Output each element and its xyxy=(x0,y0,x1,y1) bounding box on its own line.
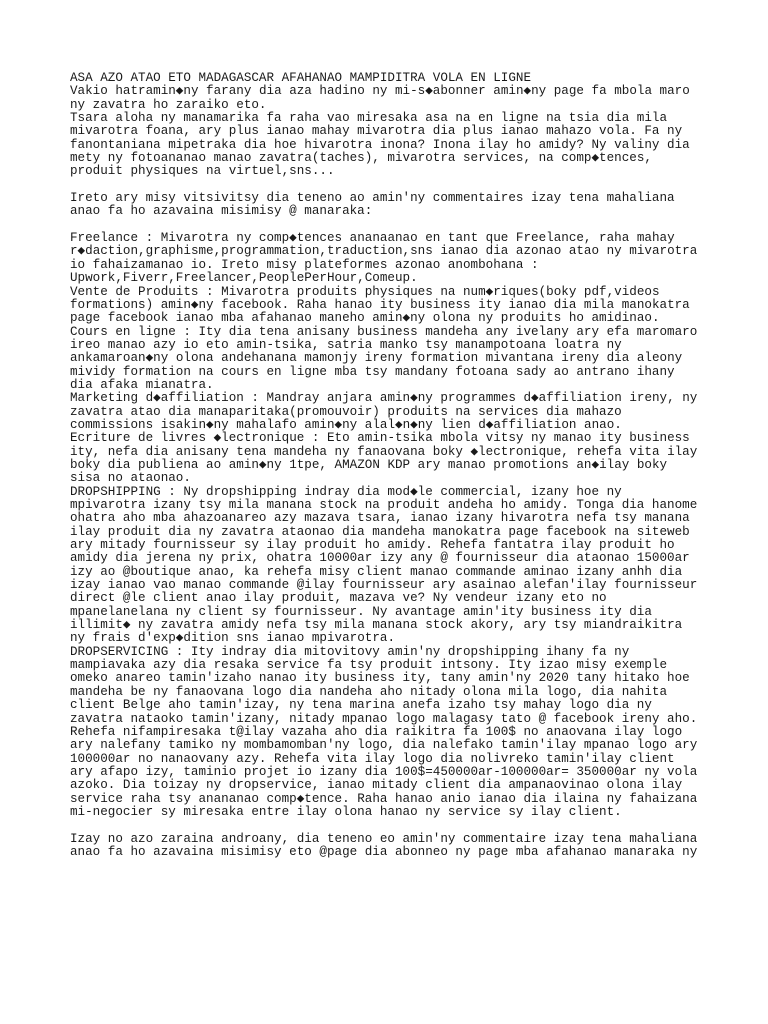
text-line: izy ao @boutique anao, ka rehefa misy client manao commande aminao izany anhh dia xyxy=(70,564,683,579)
document-title: ASA AZO ATAO ETO MADAGASCAR AFAHANAO MAMPIDITRA VOLA EN LIGNE xyxy=(70,71,532,85)
text-line: DROPSHIPPING : Ny dropshipping indray dia mod◆le commercial, izany hoe ny xyxy=(70,484,622,499)
text-line: DROPSERVICING : Ity indray dia mitovitovy amin'ny dropshipping ihany fa ny xyxy=(70,644,630,659)
text-line: io fahaizamanao io. Ireto misy plateformes azonao anombohana : xyxy=(70,257,539,272)
text-line: Vente de Produits : Mivarotra produits physiques na num◆riques(boky pdf,videos xyxy=(70,284,660,299)
text-line: ireo manao azy io eto amin-tsika, satria manko tsy manampotoana loatra ny xyxy=(70,337,622,352)
text-line: Cours en ligne : Ity dia tena anisany business mandeha any ivelany ary efa maromaro xyxy=(70,324,698,339)
text-line: zavatra nataoko tamin'izany, nitady mpanao logo malagasy tato @ facebook ireny aho. xyxy=(70,711,698,726)
text-line: Marketing d◆affiliation : Mandray anjara amin◆ny programmes d◆affiliation ireny, ny xyxy=(70,391,698,406)
text-line: ilay produit dia ny zavatra ataonao dia mandeha manokatra page facebook na siteweb xyxy=(70,524,690,539)
text-line: formations) amin◆ny facebook. Raha hanao ity business ity ianao dia mila manokatra xyxy=(70,297,690,312)
text-line: ary nalefany tamiko ny mombamomban'ny logo, dia nalefako tamin'ilay mpanao logo ary xyxy=(70,738,698,753)
text-line: Ecriture de livres ◆lectronique : Eto amin-tsika mbola vitsy ny manao ity business xyxy=(70,431,690,446)
text-line: Izay no azo zaraina androany, dia teneno eo amin'ny commentaire izay tena mahaliana xyxy=(70,831,698,846)
text-line: page facebook ianao mba afahanao maneho amin◆ny olona ny produits ho amidinao. xyxy=(70,311,660,326)
text-line: amidy dia jerena ny prix, ohatra 10000ar izy any @ fournisseur dia ataonao 15000ar xyxy=(70,551,690,566)
text-line: ity, nefa dia anisany tena mandeha ny fanaovana boky ◆lectronique, rehefa vita ilay xyxy=(70,444,698,459)
text-line: ary afapo izy, taminio projet io izany dia 100$=450000ar-100000ar= 350000ar ny vola xyxy=(70,764,698,779)
text-line xyxy=(70,819,760,832)
text-line: mi-negocier sy miresaka entre ilay olona hanao ny service sy ilay client. xyxy=(70,804,622,819)
text-line: commissions isakin◆ny mahalafo amin◆ny alal◆n◆ny lien d◆affiliation anao. xyxy=(70,417,622,432)
text-line: mety ny fotoananao manao zavatra(taches), mivarotra services, na comp◆tences, xyxy=(70,151,652,166)
text-line: anao fa ho azavaina misimisy @ manaraka: xyxy=(70,204,373,219)
text-line: ohatra aho mba ahazoanareo azy mazava tsara, ianao izany hivarotra nefa tsy manana xyxy=(70,511,690,526)
text-line: ary mitady fournisseur sy ilay produit ho amidy. Rehefa fantatra ilay produit ho xyxy=(70,538,675,553)
text-line xyxy=(70,179,760,192)
text-line: client Belge aho tamin'izay, ny tena marina anefa izaho tsy mahay logo dia ny xyxy=(70,698,652,713)
text-line: omeko anareo tamin'izaho nanao ity business ity, tany amin'ny 2020 tany hitako hoe xyxy=(70,671,690,686)
text-line: mpivarotra izany tsy mila manana stock na produit andeha ho amidy. Tonga dia hanome xyxy=(70,498,698,512)
text-line: Vakio hatramin◆ny farany dia aza hadino ny mi-s◆abonner amin◆ny page fa mbola maro xyxy=(70,84,690,99)
text-line: izay ianao vao manao commande @ilay fournisseur ary asainao alefan'ilay fournisseur xyxy=(70,578,698,593)
text-line: service raha tsy anananao comp◆tence. Raha hanao anio ianao dia ilaina ny fahaizana xyxy=(70,791,698,806)
text-line: sisa no ataonao. xyxy=(70,471,191,486)
text-line: illimit◆ ny zavatra amidy nefa tsy mila manana stock akory, ary tsy miandraikitra xyxy=(70,618,683,633)
text-line: ny frais d'exp◆dition sns ianao mpivarotra. xyxy=(70,631,395,646)
text-line: Freelance : Mivarotra ny comp◆tences ananaanao en tant que Freelance, raha mahay xyxy=(70,231,675,246)
text-line: ny zavatra ho zaraiko eto. xyxy=(70,97,267,112)
text-line: Rehefa nifampiresaka t@ilay vazaha aho dia raikitra fa 100$ no anaovana ilay logo xyxy=(70,724,683,739)
text-line xyxy=(70,219,760,232)
text-line: Upwork,Fiverr,Freelancer,PeoplePerHour,Comeup. xyxy=(70,271,418,286)
text-line: Ireto ary misy vitsivitsy dia teneno ao amin'ny commentaires izay tena mahaliana xyxy=(70,191,675,206)
document-body xyxy=(70,72,760,859)
text-line: mandeha be ny fanaovana logo dia nandeha aho nitady olona mila logo, dia nahita xyxy=(70,684,668,699)
text-line: mividy formation na cours en ligne mba tsy mandany fotoana sady ao antrano ihany xyxy=(70,364,675,379)
text-line: mivarotra foana, ary plus ianao mahay mivarotra dia plus ianao mahazo vola. Fa ny xyxy=(70,124,683,139)
text-line: Tsara aloha ny manamarika fa raha vao miresaka asa na en ligne na tsia dia mila xyxy=(70,111,668,126)
text-line: fanontaniana mipetraka dia hoe hivarotra inona? Inona ilay ho amidy? Ny valiny dia xyxy=(70,137,690,152)
text-line: direct @le client anao ilay produit, mazava ve? Ny vendeur izany eto no xyxy=(70,591,607,606)
text-line: boky dia publiena ao amin◆ny 1tpe, AMAZON KDP ary manao promotions an◆ilay boky xyxy=(70,457,668,472)
text-line: 100000ar no nanaovany azy. Rehefa vita ilay logo dia nolivreko tamin'ilay client xyxy=(70,751,675,766)
text-line: zavatra atao dia manaparitaka(promouvoir) produits na services dia mahazo xyxy=(70,404,622,419)
text-line: ankamaroan◆ny olona andehanana mamonjy ireny formation mivantana ireny dia aleony xyxy=(70,351,683,366)
text-line: mampiavaka azy dia resaka service fa tsy produit intsony. Ity izao misy exemple xyxy=(70,658,668,673)
text-line: anao fa ho azavaina misimisy eto @page dia abonneo ny page mba afahanao manaraka ny xyxy=(70,844,698,859)
text-line: azoko. Dia toizay ny dropservice, ianao mitady client dia ampanaovinao olona ilay xyxy=(70,778,683,793)
text-line: dia afaka mianatra. xyxy=(70,377,214,392)
text-line: mpanelanelana ny client sy fournisseur. Ny avantage amin'ity business ity dia xyxy=(70,604,652,619)
text-line: produit physiques na virtuel,sns... xyxy=(70,164,335,179)
text-line: r◆daction,graphisme,programmation,traduction,sns ianao dia azonao atao ny mivarotra xyxy=(70,244,698,259)
